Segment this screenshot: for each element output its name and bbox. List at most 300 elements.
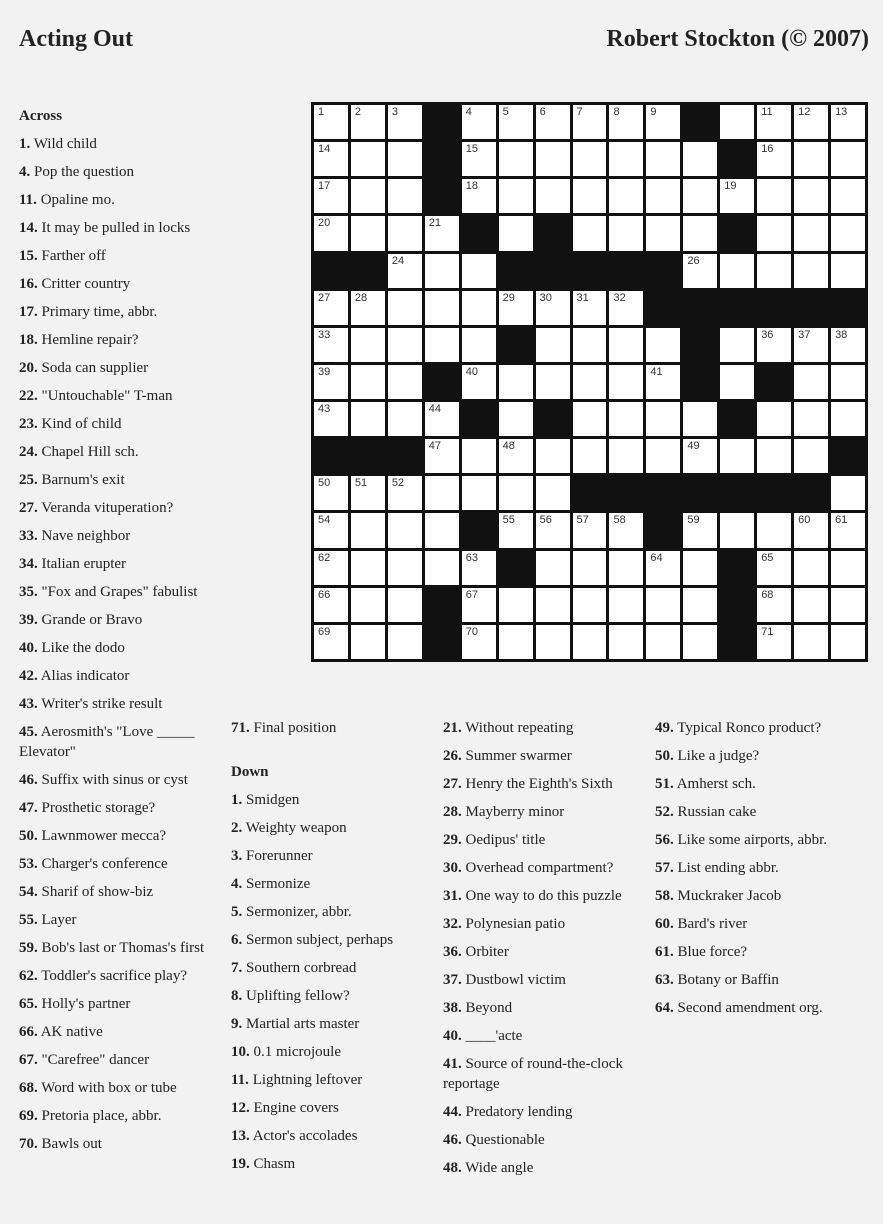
grid-cell[interactable] bbox=[757, 216, 791, 250]
grid-cell[interactable] bbox=[757, 328, 791, 362]
grid-cell[interactable] bbox=[831, 254, 865, 288]
grid-cell[interactable] bbox=[351, 513, 385, 547]
across-clue bbox=[19, 854, 219, 874]
clue-number: 6. bbox=[231, 932, 243, 948]
grid-cell[interactable] bbox=[757, 105, 791, 139]
clue-number: 23. bbox=[19, 416, 38, 432]
grid-cell[interactable] bbox=[351, 105, 385, 139]
grid-cell[interactable] bbox=[499, 291, 533, 325]
grid-cell[interactable] bbox=[757, 254, 791, 288]
grid-cell[interactable] bbox=[425, 476, 459, 510]
clue-column-1 bbox=[19, 106, 219, 1162]
clue-text: Word with box or tube bbox=[41, 1080, 177, 1096]
grid-cell[interactable] bbox=[831, 588, 865, 622]
grid-cell[interactable] bbox=[536, 179, 570, 213]
grid-cell[interactable] bbox=[757, 439, 791, 473]
grid-cell[interactable] bbox=[573, 179, 607, 213]
clue-text: Writer's strike result bbox=[41, 696, 163, 712]
grid-cell[interactable] bbox=[388, 254, 422, 288]
grid-cell[interactable] bbox=[794, 254, 828, 288]
grid-cell[interactable] bbox=[609, 513, 643, 547]
clue-number: 55. bbox=[19, 912, 38, 928]
grid-cell[interactable] bbox=[462, 254, 496, 288]
grid-cell[interactable] bbox=[720, 328, 754, 362]
grid-cell[interactable] bbox=[646, 328, 680, 362]
clue-text: Questionable bbox=[465, 1132, 545, 1148]
grid-cell[interactable] bbox=[573, 105, 607, 139]
clue-text: Mayberry minor bbox=[465, 804, 565, 820]
grid-cell[interactable] bbox=[609, 365, 643, 399]
grid-cell[interactable] bbox=[794, 402, 828, 436]
grid-cell[interactable] bbox=[720, 513, 754, 547]
down-clue bbox=[231, 846, 431, 866]
grid-cell[interactable] bbox=[314, 142, 348, 176]
grid-cell[interactable] bbox=[794, 625, 828, 659]
cell-number: 57 bbox=[576, 514, 589, 527]
across-clue bbox=[19, 910, 219, 930]
clue-number: 71. bbox=[231, 720, 250, 736]
across-clue bbox=[19, 1078, 219, 1098]
clue-number: 39. bbox=[19, 612, 38, 628]
cell-number: 16 bbox=[761, 143, 774, 156]
grid-cell[interactable] bbox=[609, 588, 643, 622]
grid-cell[interactable] bbox=[683, 551, 717, 585]
grid-cell[interactable] bbox=[536, 291, 570, 325]
down-clue bbox=[655, 802, 855, 822]
clue-number: 62. bbox=[19, 968, 38, 984]
grid-cell[interactable] bbox=[388, 328, 422, 362]
cell-number: 24 bbox=[391, 254, 405, 267]
grid-cell[interactable] bbox=[351, 588, 385, 622]
clue-text: Pop the question bbox=[34, 164, 134, 180]
grid-cell[interactable] bbox=[388, 625, 422, 659]
grid-cell[interactable] bbox=[573, 291, 607, 325]
grid-block bbox=[757, 365, 791, 399]
grid-cell[interactable] bbox=[351, 216, 385, 250]
grid-cell[interactable] bbox=[646, 179, 680, 213]
clue-number: 35. bbox=[19, 584, 38, 600]
grid-cell[interactable] bbox=[573, 142, 607, 176]
grid-cell[interactable] bbox=[757, 551, 791, 585]
clue-text: Amherst sch. bbox=[676, 776, 756, 792]
clue-text: Bawls out bbox=[41, 1136, 102, 1152]
grid-cell[interactable] bbox=[683, 625, 717, 659]
down-clue bbox=[231, 986, 431, 1006]
grid-block bbox=[720, 476, 754, 510]
cell-number: 44 bbox=[428, 403, 442, 416]
grid-cell[interactable] bbox=[499, 588, 533, 622]
grid-cell[interactable] bbox=[794, 365, 828, 399]
grid-block bbox=[720, 551, 754, 585]
clue-number: 56. bbox=[655, 832, 674, 848]
grid-cell[interactable] bbox=[609, 625, 643, 659]
grid-cell[interactable] bbox=[536, 365, 570, 399]
grid-cell[interactable] bbox=[831, 105, 865, 139]
cell-number: 43 bbox=[318, 403, 331, 416]
clue-text: Final position bbox=[253, 720, 337, 736]
grid-cell[interactable] bbox=[831, 179, 865, 213]
grid-cell[interactable] bbox=[757, 513, 791, 547]
across-clue bbox=[19, 190, 219, 210]
grid-cell[interactable] bbox=[425, 328, 459, 362]
spacer bbox=[231, 746, 431, 762]
grid-cell[interactable] bbox=[683, 179, 717, 213]
grid-cell[interactable] bbox=[536, 588, 570, 622]
grid-cell[interactable] bbox=[646, 439, 680, 473]
grid-cell[interactable] bbox=[831, 551, 865, 585]
grid-cell[interactable] bbox=[388, 476, 422, 510]
grid-cell[interactable] bbox=[462, 551, 496, 585]
clue-number: 50. bbox=[655, 748, 674, 764]
grid-cell[interactable] bbox=[388, 105, 422, 139]
grid-block bbox=[462, 402, 496, 436]
grid-cell[interactable] bbox=[573, 439, 607, 473]
across-clue bbox=[19, 330, 219, 350]
clue-text: Chasm bbox=[253, 1156, 296, 1172]
across-clue bbox=[19, 966, 219, 986]
grid-cell[interactable] bbox=[351, 142, 385, 176]
grid-cell[interactable] bbox=[609, 439, 643, 473]
clue-text: Wild child bbox=[33, 136, 97, 152]
grid-cell[interactable] bbox=[499, 179, 533, 213]
grid-cell[interactable] bbox=[720, 254, 754, 288]
grid-cell[interactable] bbox=[831, 216, 865, 250]
down-clue bbox=[231, 902, 431, 922]
grid-cell[interactable] bbox=[757, 402, 791, 436]
clue-number: 17. bbox=[19, 304, 38, 320]
grid-cell[interactable] bbox=[646, 216, 680, 250]
grid-cell[interactable] bbox=[499, 625, 533, 659]
grid-cell[interactable] bbox=[425, 513, 459, 547]
grid-block bbox=[462, 513, 496, 547]
clue-number: 64. bbox=[655, 1000, 674, 1016]
grid-block bbox=[573, 476, 607, 510]
clue-text: Without repeating bbox=[465, 720, 574, 736]
grid-cell[interactable] bbox=[609, 291, 643, 325]
grid-cell[interactable] bbox=[462, 588, 496, 622]
cell-number: 68 bbox=[761, 588, 774, 601]
grid-cell[interactable] bbox=[388, 216, 422, 250]
clue-number: 49. bbox=[655, 720, 674, 736]
across-clue bbox=[19, 162, 219, 182]
grid-cell[interactable] bbox=[573, 328, 607, 362]
grid-block bbox=[351, 439, 385, 473]
grid-cell[interactable] bbox=[425, 402, 459, 436]
clue-text: Sermonizer, abbr. bbox=[246, 904, 352, 920]
clue-text: Hemline repair? bbox=[41, 332, 139, 348]
cell-number: 33 bbox=[318, 328, 331, 341]
clue-text: One way to do this puzzle bbox=[465, 888, 622, 904]
grid-cell[interactable] bbox=[314, 402, 348, 436]
cell-number: 62 bbox=[318, 551, 331, 564]
grid-cell[interactable] bbox=[536, 551, 570, 585]
grid-cell[interactable] bbox=[314, 551, 348, 585]
grid-cell[interactable] bbox=[425, 254, 459, 288]
grid-cell[interactable] bbox=[314, 291, 348, 325]
grid-cell[interactable] bbox=[831, 513, 865, 547]
grid-cell[interactable] bbox=[388, 588, 422, 622]
grid-cell[interactable] bbox=[609, 402, 643, 436]
grid-block bbox=[720, 142, 754, 176]
clue-number: 33. bbox=[19, 528, 38, 544]
grid-cell[interactable] bbox=[831, 625, 865, 659]
grid-block bbox=[683, 365, 717, 399]
grid-block bbox=[794, 291, 828, 325]
grid-cell[interactable] bbox=[757, 142, 791, 176]
grid-cell[interactable] bbox=[609, 179, 643, 213]
grid-cell[interactable] bbox=[794, 142, 828, 176]
grid-cell[interactable] bbox=[573, 402, 607, 436]
grid-cell[interactable] bbox=[314, 179, 348, 213]
grid-cell[interactable] bbox=[351, 179, 385, 213]
grid-cell[interactable] bbox=[462, 439, 496, 473]
grid-block bbox=[757, 476, 791, 510]
cell-number: 14 bbox=[318, 143, 331, 156]
grid-cell[interactable] bbox=[536, 142, 570, 176]
cell-number: 48 bbox=[502, 440, 515, 453]
down-clue bbox=[655, 774, 855, 794]
grid-cell[interactable] bbox=[314, 625, 348, 659]
grid-cell[interactable] bbox=[683, 402, 717, 436]
cell-number: 9 bbox=[650, 106, 657, 118]
clue-text: Farther off bbox=[41, 248, 106, 264]
across-clue bbox=[19, 302, 219, 322]
clue-number: 11. bbox=[231, 1072, 249, 1088]
grid-cell[interactable] bbox=[720, 179, 754, 213]
grid-block bbox=[794, 476, 828, 510]
down-heading: Down bbox=[231, 764, 269, 780]
clue-text: Opaline mo. bbox=[40, 192, 115, 208]
grid-cell[interactable] bbox=[499, 439, 533, 473]
grid-cell[interactable] bbox=[573, 365, 607, 399]
cell-number: 32 bbox=[613, 291, 626, 304]
across-clue bbox=[19, 246, 219, 266]
grid-cell[interactable] bbox=[536, 105, 570, 139]
grid-block bbox=[499, 551, 533, 585]
clue-text: Holly's partner bbox=[41, 996, 131, 1012]
grid-block bbox=[646, 476, 680, 510]
cell-number: 19 bbox=[724, 180, 737, 193]
cell-number: 15 bbox=[465, 143, 478, 156]
grid-cell[interactable] bbox=[314, 476, 348, 510]
grid-cell[interactable] bbox=[462, 105, 496, 139]
grid-cell[interactable] bbox=[462, 625, 496, 659]
cell-number: 5 bbox=[502, 106, 509, 118]
grid-cell[interactable] bbox=[573, 513, 607, 547]
grid-cell[interactable] bbox=[499, 513, 533, 547]
clue-text: Suffix with sinus or cyst bbox=[41, 772, 188, 788]
grid-cell[interactable] bbox=[388, 513, 422, 547]
grid-cell[interactable] bbox=[646, 365, 680, 399]
grid-cell[interactable] bbox=[462, 142, 496, 176]
grid-cell[interactable] bbox=[536, 328, 570, 362]
grid-cell[interactable] bbox=[425, 291, 459, 325]
clue-text: ____'acte bbox=[465, 1028, 523, 1044]
grid-cell[interactable] bbox=[831, 142, 865, 176]
grid-cell[interactable] bbox=[351, 625, 385, 659]
grid-cell[interactable] bbox=[388, 551, 422, 585]
clue-text: Smidgen bbox=[246, 792, 300, 808]
clue-text: Lightning leftover bbox=[252, 1072, 363, 1088]
clue-text: Actor's accolades bbox=[252, 1128, 358, 1144]
grid-cell[interactable] bbox=[462, 476, 496, 510]
cell-number: 11 bbox=[761, 106, 773, 118]
grid-cell[interactable] bbox=[609, 551, 643, 585]
clue-number: 59. bbox=[19, 940, 38, 956]
grid-cell[interactable] bbox=[388, 291, 422, 325]
cell-number: 50 bbox=[318, 477, 331, 490]
grid-cell[interactable] bbox=[609, 105, 643, 139]
clue-number: 68. bbox=[19, 1080, 38, 1096]
grid-cell[interactable] bbox=[388, 365, 422, 399]
clue-number: 53. bbox=[19, 856, 38, 872]
clue-text: Prosthetic storage? bbox=[41, 800, 156, 816]
clue-text: "Untouchable" T-man bbox=[41, 388, 173, 404]
grid-cell[interactable] bbox=[831, 328, 865, 362]
grid-cell[interactable] bbox=[351, 365, 385, 399]
grid-cell[interactable] bbox=[499, 216, 533, 250]
across-clue bbox=[19, 218, 219, 238]
grid-cell[interactable] bbox=[462, 365, 496, 399]
grid-cell[interactable] bbox=[314, 105, 348, 139]
grid-cell[interactable] bbox=[536, 476, 570, 510]
grid-cell[interactable] bbox=[314, 365, 348, 399]
grid-cell[interactable] bbox=[388, 402, 422, 436]
grid-cell[interactable] bbox=[720, 365, 754, 399]
grid-cell[interactable] bbox=[573, 551, 607, 585]
grid-cell[interactable] bbox=[757, 625, 791, 659]
grid-cell[interactable] bbox=[794, 179, 828, 213]
grid-cell[interactable] bbox=[646, 142, 680, 176]
down-clue bbox=[443, 1102, 643, 1122]
grid-cell[interactable] bbox=[462, 291, 496, 325]
grid-cell[interactable] bbox=[683, 439, 717, 473]
grid-cell[interactable] bbox=[831, 402, 865, 436]
cell-number: 51 bbox=[354, 477, 368, 490]
grid-cell[interactable] bbox=[683, 254, 717, 288]
grid-cell[interactable] bbox=[351, 328, 385, 362]
grid-block bbox=[720, 588, 754, 622]
clue-number: 65. bbox=[19, 996, 38, 1012]
across-clue bbox=[19, 638, 219, 658]
grid-cell[interactable] bbox=[683, 588, 717, 622]
grid-cell[interactable] bbox=[609, 328, 643, 362]
clue-number: 41. bbox=[443, 1056, 462, 1072]
grid-cell[interactable] bbox=[573, 588, 607, 622]
clue-number: 30. bbox=[443, 860, 462, 876]
grid-cell[interactable] bbox=[757, 588, 791, 622]
down-clue bbox=[655, 830, 855, 850]
grid-block bbox=[609, 476, 643, 510]
clue-number: 54. bbox=[19, 884, 38, 900]
grid-cell[interactable] bbox=[536, 625, 570, 659]
clue-number: 29. bbox=[443, 832, 462, 848]
cell-number: 67 bbox=[465, 588, 478, 601]
clue-number: 14. bbox=[19, 220, 38, 236]
across-clue bbox=[19, 994, 219, 1014]
grid-cell[interactable] bbox=[609, 142, 643, 176]
grid-cell[interactable] bbox=[794, 105, 828, 139]
grid-cell[interactable] bbox=[536, 513, 570, 547]
grid-cell[interactable] bbox=[794, 551, 828, 585]
grid-cell[interactable] bbox=[794, 513, 828, 547]
grid-cell[interactable] bbox=[794, 439, 828, 473]
grid-block bbox=[646, 291, 680, 325]
grid-cell[interactable] bbox=[794, 588, 828, 622]
grid-cell[interactable] bbox=[425, 551, 459, 585]
grid-cell[interactable] bbox=[499, 402, 533, 436]
clue-number: 58. bbox=[655, 888, 674, 904]
clue-text: Layer bbox=[41, 912, 77, 928]
grid-cell[interactable] bbox=[425, 216, 459, 250]
grid-cell[interactable] bbox=[573, 625, 607, 659]
grid-cell[interactable] bbox=[351, 291, 385, 325]
grid-cell[interactable] bbox=[573, 216, 607, 250]
grid-cell[interactable] bbox=[351, 402, 385, 436]
clue-text: Like the dodo bbox=[41, 640, 125, 656]
grid-cell[interactable] bbox=[388, 142, 422, 176]
grid-cell[interactable] bbox=[314, 513, 348, 547]
grid-cell[interactable] bbox=[499, 476, 533, 510]
grid-cell[interactable] bbox=[646, 625, 680, 659]
grid-cell[interactable] bbox=[831, 476, 865, 510]
grid-cell[interactable] bbox=[462, 179, 496, 213]
grid-cell[interactable] bbox=[646, 105, 680, 139]
grid-cell[interactable] bbox=[314, 588, 348, 622]
clue-text: Veranda vituperation? bbox=[41, 500, 174, 516]
grid-cell[interactable] bbox=[683, 216, 717, 250]
grid-cell[interactable] bbox=[351, 476, 385, 510]
clue-text: Primary time, abbr. bbox=[41, 304, 158, 320]
grid-block bbox=[388, 439, 422, 473]
grid-cell[interactable] bbox=[462, 328, 496, 362]
clue-text: Kind of child bbox=[41, 416, 122, 432]
grid-cell[interactable] bbox=[609, 216, 643, 250]
grid-block bbox=[757, 291, 791, 325]
grid-cell[interactable] bbox=[499, 142, 533, 176]
cell-number: 20 bbox=[318, 217, 331, 230]
grid-cell[interactable] bbox=[720, 439, 754, 473]
grid-cell[interactable] bbox=[646, 588, 680, 622]
grid-cell[interactable] bbox=[720, 105, 754, 139]
grid-cell[interactable] bbox=[646, 402, 680, 436]
grid-cell[interactable] bbox=[314, 216, 348, 250]
clue-text: Bard's river bbox=[677, 916, 748, 932]
clue-number: 2. bbox=[231, 820, 243, 836]
down-clue bbox=[443, 858, 643, 878]
grid-cell[interactable] bbox=[646, 551, 680, 585]
grid-cell[interactable] bbox=[351, 551, 385, 585]
grid-cell[interactable] bbox=[683, 513, 717, 547]
grid-cell[interactable] bbox=[794, 328, 828, 362]
grid-cell[interactable] bbox=[831, 365, 865, 399]
grid-cell[interactable] bbox=[314, 328, 348, 362]
cell-number: 40 bbox=[465, 365, 478, 378]
grid-cell[interactable] bbox=[425, 439, 459, 473]
grid-cell[interactable] bbox=[683, 142, 717, 176]
grid-cell[interactable] bbox=[499, 105, 533, 139]
clue-text: Predatory lending bbox=[465, 1104, 573, 1120]
grid-block bbox=[536, 216, 570, 250]
grid-cell[interactable] bbox=[536, 439, 570, 473]
grid-cell[interactable] bbox=[499, 365, 533, 399]
grid-cell[interactable] bbox=[388, 179, 422, 213]
clue-text: List ending abbr. bbox=[677, 860, 779, 876]
grid-cell[interactable] bbox=[757, 179, 791, 213]
cell-number: 70 bbox=[465, 625, 478, 638]
clue-number: 44. bbox=[443, 1104, 462, 1120]
grid-cell[interactable] bbox=[794, 216, 828, 250]
